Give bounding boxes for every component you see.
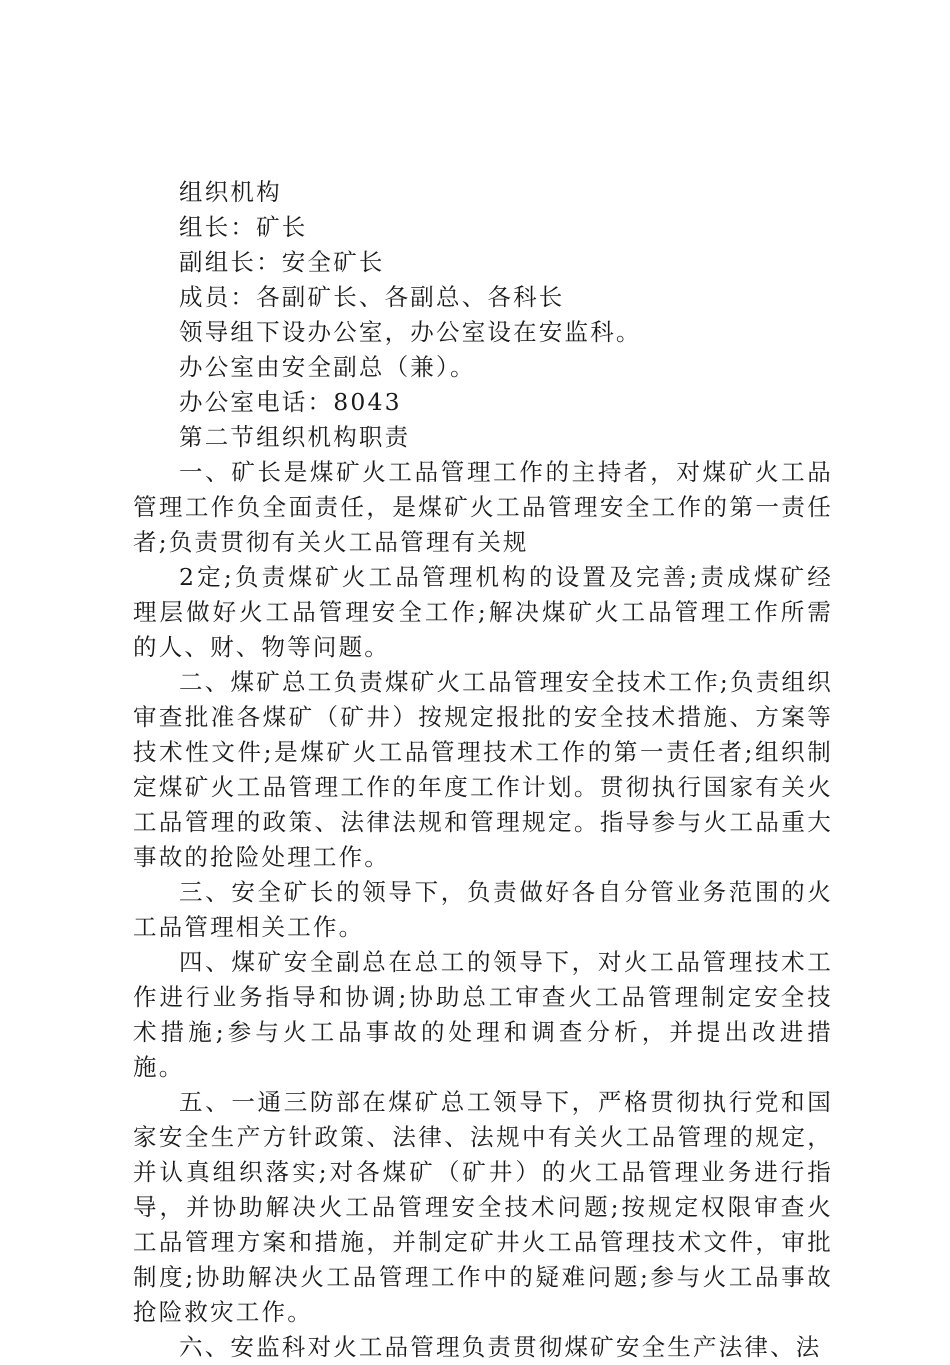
paragraph-deputy-chief: 四、煤矿安全副总在总工的领导下，对火工品管理技术工作进行业务指导和协调;协助总工审查火工品管理制定安全技术措施;参与火工品事故的处理和调查分析，并提出改进措施。 (133, 948, 833, 1081)
office-phone-line: 办公室电话：8043 (179, 388, 402, 416)
section-heading-org: 组织机构 (179, 178, 282, 206)
document-body (133, 175, 833, 1365)
members-line: 成员：各副矿长、各副总、各科长 (179, 283, 565, 311)
section-two-heading: 第二节组织机构职责 (179, 423, 411, 451)
deputy-leader-line: 副组长：安全矿长 (179, 248, 385, 276)
office-setup-line: 领导组下设办公室，办公室设在安监科。 (179, 318, 642, 346)
paragraph-chief-engineer: 二、煤矿总工负责煤矿火工品管理安全技术工作;负责组织审查批准各煤矿（矿井）按规定报批的安全技术措施、方案等技术性文件;是煤矿火工品管理技术工作的第一责任者;组织制定煤矿火工品管理工作的年度工作计划。贯彻执行国家有关火工品管理的政策、法律法规和管理规定。指导参与火工品重大事故的抢险处理工作。 (133, 668, 833, 871)
paragraph-ventilation-dept: 五、一通三防部在煤矿总工领导下，严格贯彻执行党和国家安全生产方针政策、法律、法规中有关火工品管理的规定，并认真组织落实;对各煤矿（矿井）的火工品管理业务进行指导，并协助解决火工品管理安全技术问题;按规定权限审查火工品管理方案和措施，并制定矿井火工品管理技术文件，审批制度;协助解决火工品管理工作中的疑难问题;参与火工品事故抢险救灾工作。 (133, 1088, 833, 1326)
office-head-line: 办公室由安全副总（兼）。 (179, 353, 476, 381)
paragraph-mine-director: 一、矿长是煤矿火工品管理工作的主持者，对煤矿火工品管理工作负全面责任，是煤矿火工品管理安全工作的第一责任者;负责贯彻有关火工品管理有关规 (133, 458, 833, 556)
team-leader-line: 组长：矿长 (179, 213, 308, 241)
paragraph-safety-supervision: 六、安监科对火工品管理负责贯彻煤矿安全生产法律、法 (179, 1333, 822, 1361)
paragraph-mine-director-cont: 2定;负责煤矿火工品管理机构的设置及完善;责成煤矿经理层做好火工品管理安全工作;解决煤矿火工品管理工作所需的人、财、物等问题。 (133, 563, 833, 661)
paragraph-safety-director: 三、安全矿长的领导下，负责做好各自分管业务范围的火工品管理相关工作。 (133, 878, 833, 941)
